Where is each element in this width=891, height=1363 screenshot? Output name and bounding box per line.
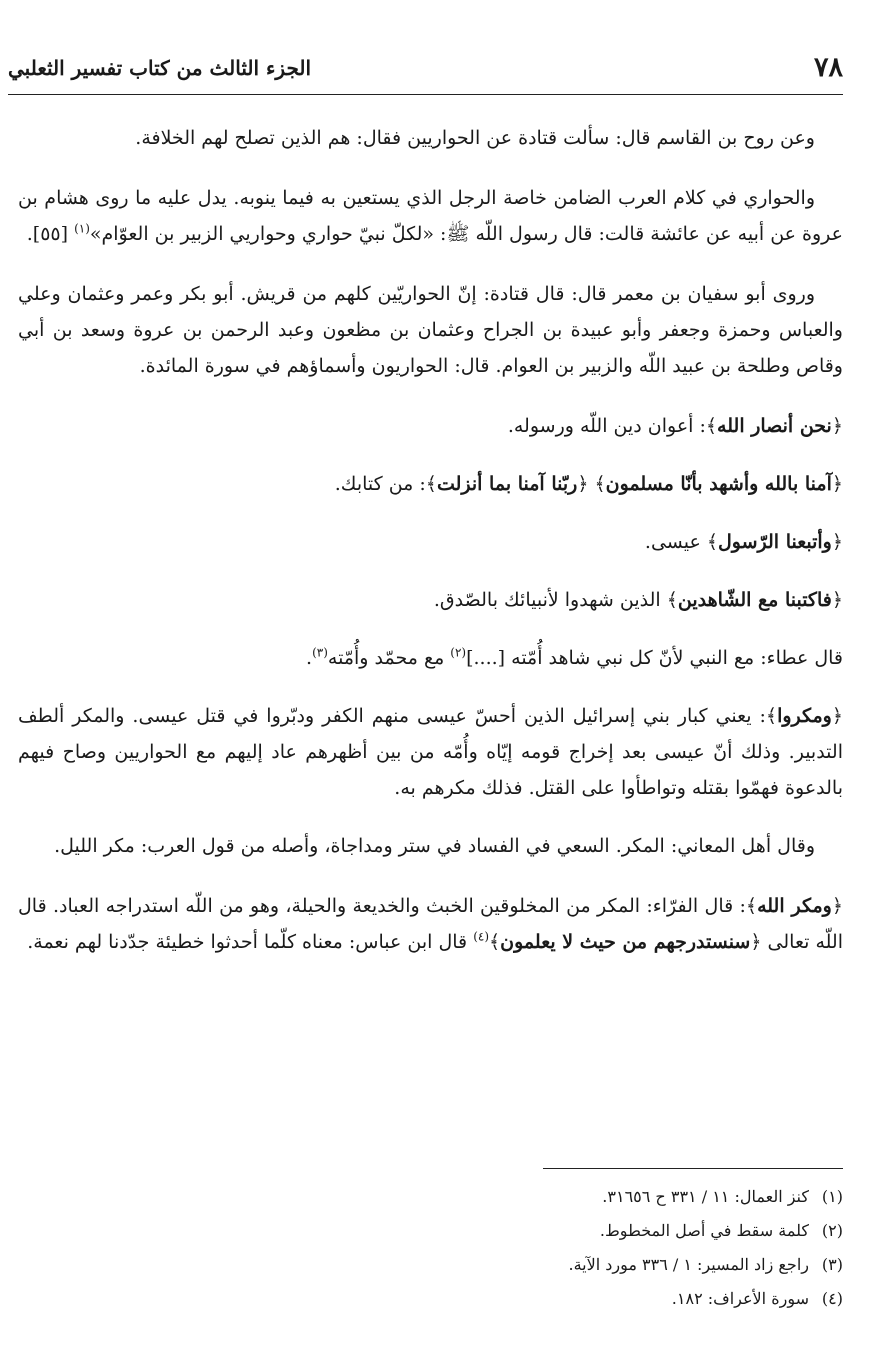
verse-line-2: [18, 466, 843, 502]
ornament-open: ﴿: [831, 415, 843, 437]
footnote-number: (٢): [821, 1221, 843, 1240]
paragraph-2-text: والحواري في كلام العرب الضامن خاصة الرجل الذي يستعين به فيما ينوبه. يدل عليه ما روى هشام بن عروة عن أبيه عن عائشة قالت: قال رسول اللّه ﷺ: «لكلّ نبيّ حواري وحواريي الزبير بن العوّام»: [18, 187, 843, 245]
ornament-close: ﴾: [666, 589, 678, 611]
ornament-close: ﴾: [425, 473, 437, 495]
ornament-open: ﴿: [831, 473, 843, 495]
verse-3-commentary: عيسى.: [644, 531, 707, 553]
ornament-close: ﴾: [706, 531, 718, 553]
ornament-open: ﴿: [831, 705, 843, 727]
verse-1-text: نحن أنصار الله: [717, 415, 832, 437]
ata-quote-text-2: مع محمّد وأُمّته: [327, 647, 451, 669]
footnote-ref-1: (١): [74, 221, 90, 236]
page-header: [8, 50, 843, 95]
footnote-text: كنز العمال: ١١ / ٣٣١ ح ٣١٦٥٦.: [602, 1187, 809, 1206]
page-number: ٧٨: [813, 52, 843, 83]
verse-line-3: [18, 524, 843, 560]
verse-3-text: وأتبعنا الرّسول: [717, 531, 832, 553]
ornament-close: ﴾: [745, 895, 758, 917]
footnote-text: كلمة سقط في أصل المخطوط.: [599, 1221, 809, 1240]
footnote-2: [18, 1214, 843, 1248]
footnote-ref-3: (٣): [312, 645, 328, 660]
verse-7: [489, 931, 761, 953]
ornament-close: ﴾: [765, 705, 778, 727]
verse-5: [766, 705, 843, 727]
footnote-ref-4: (٤): [473, 929, 490, 944]
paragraph-2: [18, 180, 843, 252]
ornament-close: ﴾: [705, 415, 718, 437]
verse-1-commentary: : أعوان دين اللّه ورسوله.: [507, 415, 706, 437]
verse-4-commentary: الذين شهدوا لأنبيائك بالصّدق.: [433, 589, 667, 611]
paragraph-makaru: [18, 698, 843, 806]
ata-quote: [18, 640, 843, 676]
verse-2b: [426, 473, 589, 495]
paragraph-makr-allah: [18, 888, 843, 960]
footnote-number: (٣): [821, 1255, 843, 1274]
verse-1: [706, 415, 843, 437]
ata-quote-text-1: قال عطاء: مع النبي لأنّ كل نبي شاهد أُمّته [....]: [466, 647, 843, 669]
footnote-divider: [543, 1168, 843, 1169]
paragraph-1: وعن روح بن القاسم قال: سألت قتادة عن الحواريين فقال: هم الذين تصلح لهم الخلافة.: [135, 127, 815, 149]
footnote-4: [18, 1282, 843, 1316]
verse-line-4: [18, 582, 843, 618]
running-title: الجزء الثالث من كتاب تفسير الثعلبي: [8, 56, 311, 80]
footnote-text: سورة الأعراف: ١٨٢.: [671, 1289, 809, 1308]
paragraph-makr-allah-text-1: : قال الفرّاء: المكر من المخلوقين الخبث والخديعة والحيلة، وهو من اللّه استدراجه العباد. قال اللّه تعالى: [18, 895, 843, 953]
ornament-open: ﴿: [577, 473, 589, 495]
ornament-open: ﴿: [831, 589, 843, 611]
hadith-number: [٥٥].: [26, 223, 75, 245]
main-text: [18, 120, 843, 982]
verse-2-commentary: : من كتابك.: [334, 473, 426, 495]
footnote-ref-2: (٢): [450, 645, 467, 660]
ornament-close: ﴾: [594, 473, 606, 495]
verse-3: [707, 531, 843, 553]
paragraph-3: وروى أبو سفيان بن معمر قال: قال قتادة: إنّ الحواريّين كلهم من قريش. أبو بكر وعمر وعثمان وعلي والعباس وحمزة وجعفر وأبو عبيدة بن الجراح وعثمان بن مظعون وعبد الرحمن بن عروة وسعد بن أبي وقاص وطلحة بن عبيد اللّه والزبير بن العوام. قال: الحواريون وأسماؤهم في سورة المائدة.: [18, 283, 843, 377]
verse-2b-text: ربّنا آمنا بما أنزلت: [436, 473, 578, 495]
verse-5-text: ومكروا: [777, 705, 832, 727]
footnotes: [18, 1180, 843, 1316]
paragraph-makaru-text: : يعني كبار بني إسرائيل الذين أحسّ عيسى منهم الكفر ودبّروا في قتل عيسى. والمكر ألطف التدبير. وذلك أنّ عيسى بعد إخراج قومه إيّاه وأُمّه من بين أظهرهم عاد إليهم مع الحواريين وصاح فيهم بالدعوة فهمّوا بقتله وتواطأوا على القتل. فذلك مكرهم به.: [18, 705, 843, 799]
ornament-open: ﴿: [831, 895, 843, 917]
verse-7-text: سنستدرجهم من حيث لا يعلمون: [500, 931, 751, 953]
footnote-1: [18, 1180, 843, 1214]
footnote-text: راجع زاد المسير: ١ / ٣٣٦ مورد الآية.: [568, 1255, 809, 1274]
paragraph-makr-allah-text-2: قال ابن عباس: معناه كلّما أحدثوا خطيئة جدّدنا لهم نعمة.: [27, 931, 474, 953]
ornament-close: ﴾: [489, 931, 501, 953]
ornament-open: ﴿: [750, 931, 762, 953]
paragraph-ahl-almaani: وقال أهل المعاني: المكر. السعي في الفساد في ستر ومداجاة، وأصله من قول العرب: مكر الليل.: [54, 835, 815, 857]
verse-line-1: [18, 408, 843, 444]
footnote-number: (٤): [821, 1289, 843, 1308]
verse-4: [667, 589, 843, 611]
verse-2a: [595, 473, 844, 495]
verse-6-text: ومكر الله: [757, 895, 832, 917]
footnote-number: (١): [821, 1187, 843, 1206]
ata-quote-end: .: [306, 647, 313, 669]
verse-6: [746, 895, 843, 917]
verse-4-text: فاكتبنا مع الشّاهدين: [677, 589, 832, 611]
verse-2a-text: آمنا بالله وأشهد بأنّا مسلمون: [605, 473, 832, 495]
footnote-3: [18, 1248, 843, 1282]
ornament-open: ﴿: [831, 531, 843, 553]
